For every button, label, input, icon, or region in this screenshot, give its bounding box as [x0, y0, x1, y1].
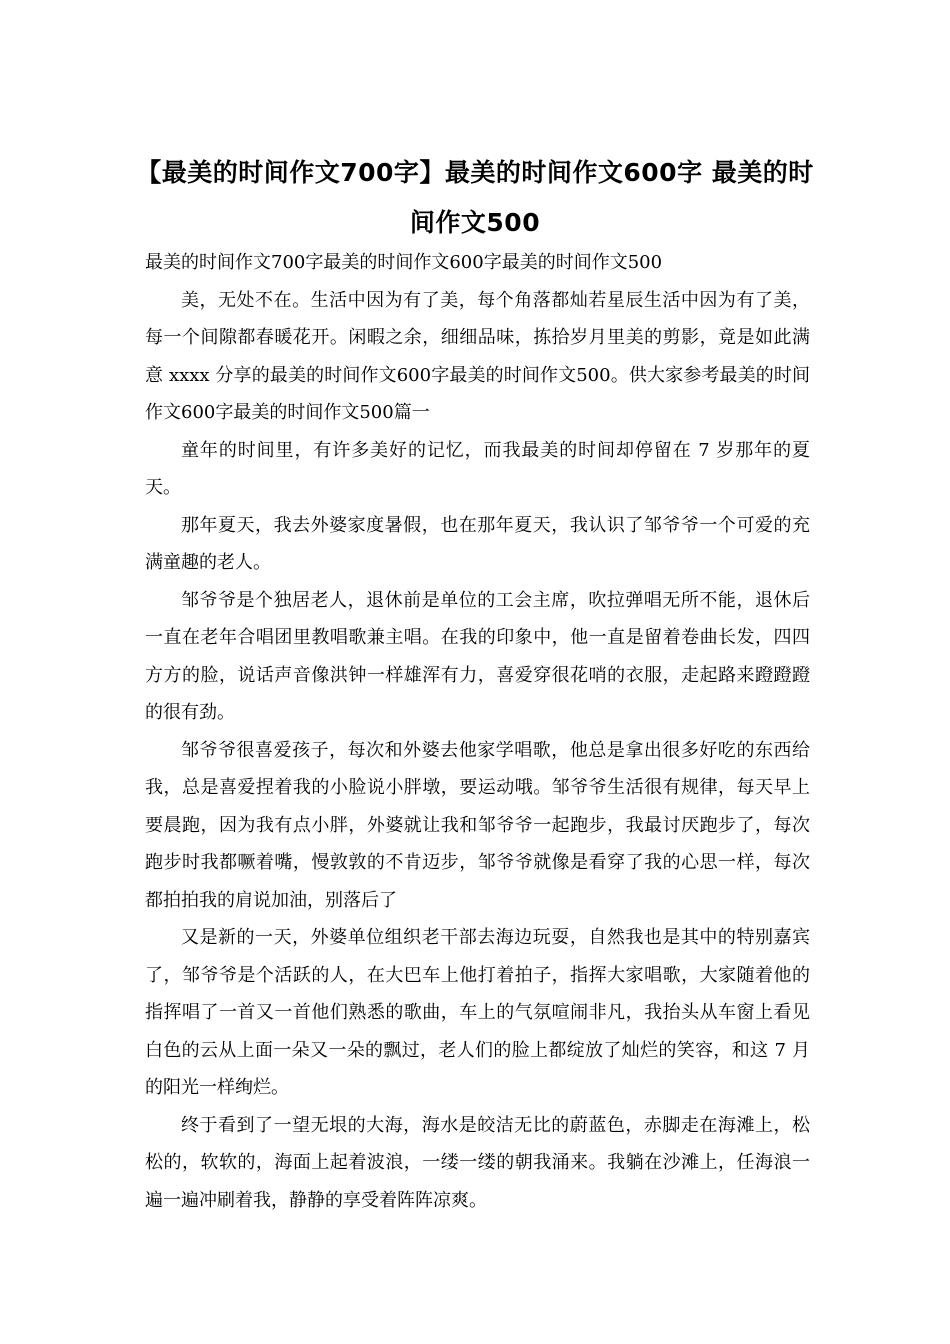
- paragraph: 终于看到了一望无垠的大海，海水是皎洁无比的蔚蓝色，赤脚走在海滩上，松松的，软软的，海面上起着波浪，一缕一缕的朝我涌来。我躺在沙滩上，任海浪一遍一遍冲刷着我，静静的享受着阵阵凉爽。: [145, 1114, 810, 1211]
- document-title: 【最美的时间作文700字】最美的时间作文600字 最美的时间作文500: [136, 158, 814, 237]
- document-body: [145, 244, 810, 1219]
- paragraph: 邹爷爷很喜爱孩子，每次和外婆去他家学唱歌，他总是拿出很多好吃的东西给我，总是喜爱捏着我的小脸说小胖墩，要运动哦。邹爷爷生活很有规律，每天早上要晨跑，因为我有点小胖，外婆就让我和邹爷爷一起跑步，我最讨厌跑步了，每次跑步时我都噘着嘴，慢敦敦的不肯迈步，邹爷爷就像是看穿了我的心思一样，每次都拍拍我的肩说加油，别落后了: [145, 739, 810, 911]
- paragraph: 邹爷爷是个独居老人，退休前是单位的工会主席，吹拉弹唱无所不能，退休后一直在老年合唱团里教唱歌兼主唱。在我的印象中，他一直是留着卷曲长发，四四方方的脸，说话声音像洪钟一样雄浑有力，喜爱穿很花哨的衣服，走起路来蹬蹬蹬的很有劲。: [145, 589, 810, 723]
- paragraph: 童年的时间里，有许多美好的记忆，而我最美的时间却停留在 7 岁那年的夏天。: [145, 439, 810, 498]
- paragraph: 又是新的一天，外婆单位组织老干部去海边玩耍，自然我也是其中的特别嘉宾了，邹爷爷是个活跃的人，在大巴车上他打着拍子，指挥大家唱歌，大家随着他的指挥唱了一首又一首他们熟悉的歌曲，车上的气氛喧闹非凡，我抬头从车窗上看见白色的云从上面一朵又一朵的飘过，老人们的脸上都绽放了灿烂的笑容，和这 7 月的阳光一样绚烂。: [145, 927, 810, 1098]
- paragraph: 那年夏天，我去外婆家度暑假，也在那年夏天，我认识了邹爷爷一个可爱的充满童趣的老人。: [145, 514, 810, 573]
- subtitle-line: 最美的时间作文700字最美的时间作文600字最美的时间作文500: [145, 252, 663, 273]
- paragraph: 美，无处不在。生活中因为有了美，每个角落都灿若星辰生活中因为有了美，每一个间隙都春暖花开。闲暇之余，细细品味，拣拾岁月里美的剪影，竟是如此满意 xxxx 分享的最美的时间作文600字最美的时间作文500。供大家参考最美的时间作文600字最美的时间作文500篇一: [145, 289, 810, 423]
